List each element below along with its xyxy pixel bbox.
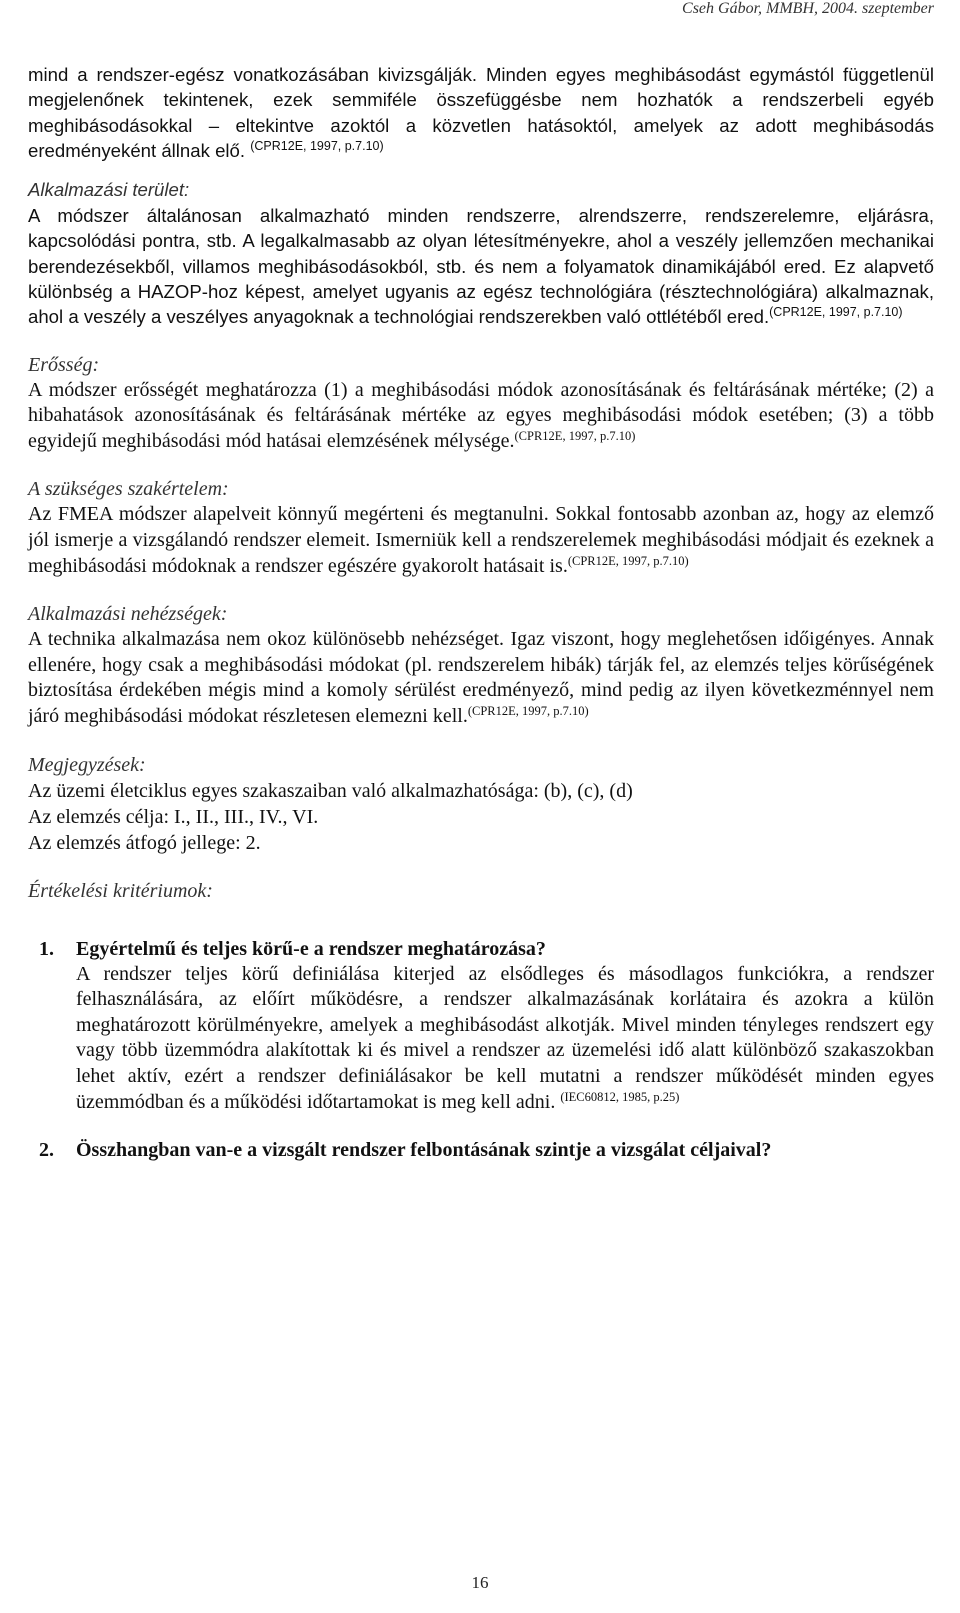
- page-header: Cseh Gábor, MMBH, 2004. szeptember: [682, 0, 934, 17]
- criteria-title: Összhangban van-e a vizsgált rendszer felbontásának szintje a vizsgálat céljaival?: [76, 1139, 772, 1162]
- szakertelem-paragraph: [28, 502, 934, 579]
- intro-reference: (CPR12E, 1997, p.7.10): [250, 138, 384, 153]
- nehezsegek-text: A technika alkalmazása nem okoz különösebb nehézséget. Igaz viszont, hogy meglehetősen időigényes. Annak ellenére, hogy csak a meghibásodási módokat (pl. rendszerelem hibák) tárják fel, az elemzés teljes körűségének biztosítása érdekében mégis mind a komoly sérülést eredményező, mind pedig az ilyen következménnyel nem járó meghibásodási módokat részletesen elemezni kell.: [28, 628, 934, 728]
- intro-paragraph: [28, 62, 934, 163]
- alkalmazasi-terulet-text: A módszer általánosan alkalmazható minden rendszerre, alrendszerre, rendszerelemre, eljárásra, kapcsolódási pontra, stb. A legalkalmasabb az olyan létesítményekre, ahol a veszély jellemzően mechanikai berendezésekből, villamos meghibásodásokból, stb. és nem a folyamatok dinamikájából ered. Ez alapvető különbség a HAZOP-hoz képest, amelyet ugyanis az egész technológiára (résztechnológiára) alkalmaznak, ahol a veszély a veszélyes anyagoknak a technológiai rendszerekben való ottlétéből ered.: [28, 205, 934, 328]
- criteria-number: 2.: [39, 1139, 54, 1162]
- megjegyzes-line: Az elemzés átfogó jellege: 2.: [28, 831, 261, 854]
- alkalmazasi-terulet-paragraph: [28, 203, 934, 329]
- criteria-list: [28, 936, 934, 1164]
- intro-text: mind a rendszer-egész vonatkozásában kivizsgálják. Minden egyes meghibásodást egymástól függetlenül megjelenőnek tekintenek, ezek semmiféle összefüggésbe nem hozhatók a rendszerbeli egyéb meghibásodásokkal – eltekintve azoktól a közvetlen hatásoktól, amelyek az adott meghibásodás eredményeként állnak elő.: [28, 64, 934, 161]
- szakertelem-text: Az FMEA módszer alapelveit könnyű megérteni és megtanulni. Sokkal fontosabb azonban az, hogy az elemző jól ismerje a vizsgálandó rendszer elemeit. Ismerniük kell a rendszerelemek meghibásodási módjait és ezeknek a meghibásodási módoknak a rendszer egészére gyakorolt hatásait is.: [28, 503, 934, 577]
- criteria-item: [28, 1137, 934, 1163]
- megjegyzes-line: Az üzemi életciklus egyes szakaszaiban való alkalmazhatósága: (b), (c), (d): [28, 779, 633, 802]
- nehezsegek-reference: (CPR12E, 1997, p.7.10): [467, 704, 589, 719]
- heading-megjegyzesek: Megjegyzések:: [28, 753, 146, 776]
- heading-kriteriumok: Értékelési kritériumok:: [28, 879, 213, 902]
- criteria-paragraph: [76, 962, 934, 1116]
- criteria-number: 1.: [39, 937, 54, 960]
- szakertelem-reference: (CPR12E, 1997, p.7.10): [567, 553, 689, 568]
- alkalmazasi-terulet-reference: (CPR12E, 1997, p.7.10): [769, 305, 903, 320]
- heading-alkalmazasi-terulet: Alkalmazási terület:: [28, 179, 190, 201]
- erosseg-text: A módszer erősségét meghatározza (1) a meghibásodási módok azonosításának és feltárásának mértéke; (2) a hibahatások azonosításának és feltárásának mértéke az egyes meghibásodási módok esetében; (3) a több egyidejű meghibásodási mód hatásai elemzésének mélysége.: [28, 378, 934, 452]
- heading-nehezsegek: Alkalmazási nehézségek:: [28, 603, 228, 626]
- page-content: [28, 62, 934, 1163]
- nehezsegek-paragraph: [28, 627, 934, 729]
- criteria-item: [28, 936, 934, 1116]
- criteria-text: A rendszer teljes körű definiálása kiterjed az elsődleges és másodlagos funkciókra, a rendszer felhasználására, az előírt működésre, a rendszer alkalmazásának korlátaira és azokra a külön meghatározott körülményekre, amelyek a meghibásodást alkotják. Mivel minden tényleges rendszert egy vagy több üzemmódra alakítottak ki és mivel a rendszer az üzemelési idő alatt különböző szakaszokban lehet aktív, ezért a rendszer definiálásakor be kell mutatni a rendszer működését minden egyes üzemmódban és a működési időtartamokat is meg kell adni.: [76, 962, 934, 1113]
- criteria-reference: (IEC60812, 1985, p.25): [560, 1089, 680, 1104]
- erosseg-reference: (CPR12E, 1997, p.7.10): [514, 428, 636, 443]
- erosseg-paragraph: [28, 378, 934, 455]
- heading-szakertelem: A szükséges szakértelem:: [28, 478, 229, 501]
- heading-erosseg: Erősség:: [28, 353, 100, 376]
- megjegyzes-line: Az elemzés célja: I., II., III., IV., VI.: [28, 805, 319, 828]
- page-number: 16: [471, 1573, 489, 1592]
- criteria-title: Egyértelmű és teljes körű-e a rendszer meghatározása?: [76, 937, 546, 960]
